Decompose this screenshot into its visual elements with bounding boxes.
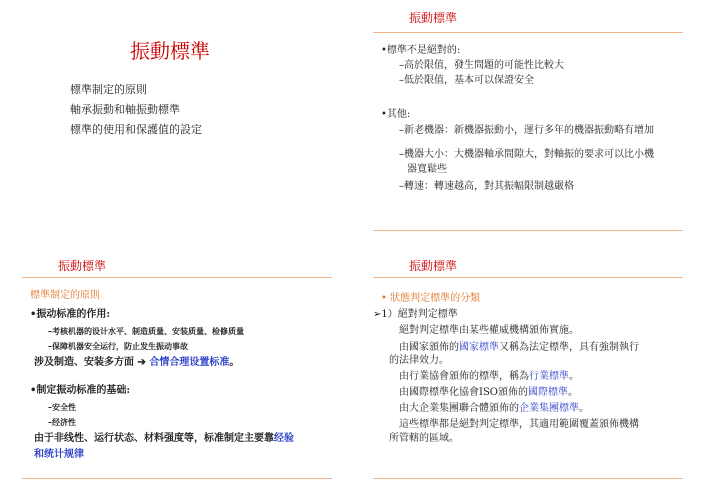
highlight-text: 经验 [274,433,294,444]
highlight-text: 和统计规律 [34,449,84,460]
summary-line [34,356,239,370]
agenda-item: 軸承振動和軸振動標準 [70,103,180,116]
bullet: •其他: [381,109,411,120]
highlight-text: 行業標準 [529,371,569,382]
highlight-text: 國家標準 [459,342,499,353]
bottom-divider [373,478,683,479]
sub-bullet: –機器大小：大機器軸承間隙大，對軸振的要求可以比小機 [399,149,654,160]
sub-bullet: –新老機器：新機器振動小，運行多年的機器振動略有增加 [399,125,654,136]
bullet: •振动标准的作用: [30,309,111,320]
summary-line [34,432,294,446]
summary-end: 。 [229,357,240,368]
slide-title: 振動標準 [58,259,107,273]
bullet: •制定振动标准的基础: [30,385,131,396]
body-text: 由國家頒佈的 [399,342,459,353]
slide-1 [0,0,351,248]
sub-bullet: –考核机器的设计水平、制造质量、安装质量、检修质量 [48,326,244,336]
bullet: •標準不是絕對的: [381,45,461,56]
title-divider [373,32,683,33]
summary-text: 由于非线性、运行状态、材料强度等，标准制定主要靠 [34,433,274,444]
body-text: 由國際標準化協會ISO頒佈的 [399,387,528,398]
highlight-text: 合情合理设置标准 [149,357,230,368]
slide-title: 振動標準 [130,39,210,63]
bottom-divider [373,230,683,231]
body-line: 的法律效力。 [389,355,449,366]
slide-subtitle: • 狀態判定標準的分類 [381,293,481,304]
slide-title: 振動標準 [409,259,458,273]
summary-text: 涉及制造、安装多方面 ➔ [34,357,150,368]
body-text: 。 [569,371,579,382]
body-line: 這些標準都是絕對判定標準，其適用範圍覆蓋頒佈機構 [399,419,639,430]
slide-2 [351,0,702,248]
body-text: 由行業協會頒佈的標準，稱為 [399,371,529,382]
sub-bullet: –低於限值，基本可以保證安全 [399,75,534,86]
sub-bullet: –高於限值，發生問題的可能性比較大 [399,60,564,71]
body-text: 。 [579,403,589,414]
body-line [399,341,639,355]
sub-bullet: –轉速：轉速越高，對其振幅限制越嚴格 [399,181,574,192]
sub-bullet-cont: 器寬鬆些 [407,164,447,175]
sub-bullet: –安全性 [48,402,76,412]
slide-subtitle: 標準制定的原則 [30,290,100,301]
sub-bullet: –经济性 [48,417,76,427]
slide-4 [351,248,702,496]
body-text: 由大企業集團聯合體頒佈的 [399,403,519,414]
highlight-text: 國際標準 [528,387,568,398]
body-line [399,370,579,384]
sub-bullet: –保障机器安全运行，防止发生振动事故 [48,341,188,351]
title-divider [22,277,332,278]
title-divider [373,277,683,278]
agenda-item: 標準的使用和保護值的設定 [70,123,202,136]
body-line [399,402,589,416]
body-text: 又稱為法定標準，具有強制執行 [499,342,639,353]
body-text: 。 [568,387,578,398]
body-line: 絕對判定標準由某些權威機構頒佈實施。 [399,325,579,336]
highlight-text: 企業集團標準 [519,403,579,414]
agenda-item: 標準制定的原則 [70,83,147,96]
bottom-divider [22,478,332,479]
body-line [399,386,578,400]
slide-title: 振動標準 [409,11,458,25]
section-heading: ➢1）絕對判定標準 [373,309,458,320]
slide-3 [0,248,351,496]
body-line: 所管轄的區域。 [389,433,459,444]
